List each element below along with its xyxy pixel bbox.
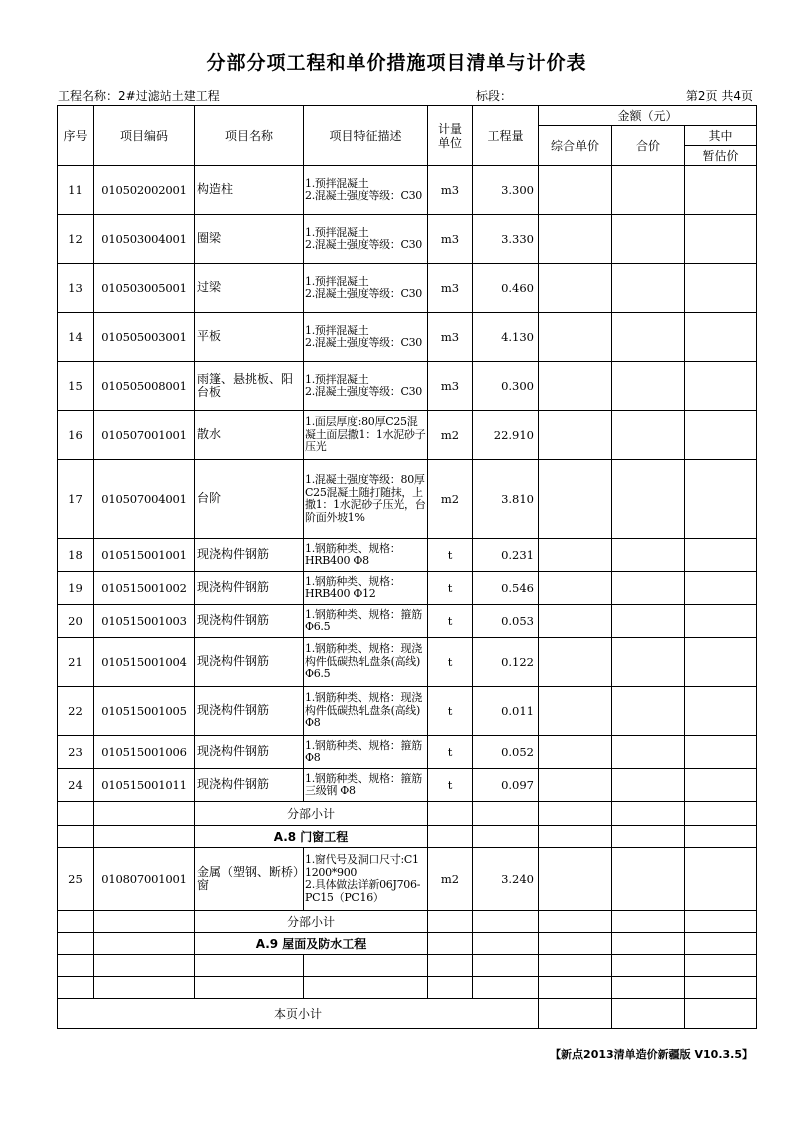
row-unit: m2: [428, 411, 473, 460]
row-unit: m2: [428, 460, 473, 539]
row-unit: t: [428, 769, 473, 802]
row-seq: 18: [58, 539, 94, 572]
amount-cell: [612, 769, 685, 802]
row-seq: 25: [58, 848, 94, 911]
row-name: 现浇构件钢筋: [195, 638, 304, 687]
amount-cell: [539, 362, 612, 411]
row-name: 台阶: [195, 460, 304, 539]
page-number: 第2页 共4页: [685, 89, 753, 103]
amount-cell: [539, 313, 612, 362]
row-name: 构造柱: [195, 166, 304, 215]
row-unit: m3: [428, 362, 473, 411]
row-seq: 21: [58, 638, 94, 687]
amount-cell: [685, 605, 757, 638]
row-seq: 23: [58, 736, 94, 769]
row-desc: 1.预拌混凝土 2.混凝土强度等级：C30: [304, 166, 428, 215]
row-code: 010515001005: [94, 687, 195, 736]
row-unit: t: [428, 736, 473, 769]
row-qty: 0.300: [473, 362, 539, 411]
row-qty: 4.130: [473, 313, 539, 362]
row-seq: 13: [58, 264, 94, 313]
table-row: [58, 215, 757, 264]
row-qty: 3.300: [473, 166, 539, 215]
row-name: 金属（塑钢、断桥）窗: [195, 848, 304, 911]
amount-cell: [612, 638, 685, 687]
row-code: 010515001004: [94, 638, 195, 687]
row-unit: m3: [428, 215, 473, 264]
amount-cell: [539, 215, 612, 264]
amount-cell: [612, 264, 685, 313]
row-name: 散水: [195, 411, 304, 460]
table-row: [58, 460, 757, 539]
row-code: 010503004001: [94, 215, 195, 264]
row-seq: 20: [58, 605, 94, 638]
row-qty: 0.546: [473, 572, 539, 605]
amount-cell: [685, 539, 757, 572]
row-unit: m3: [428, 264, 473, 313]
row-desc: 1.预拌混凝土 2.混凝土强度等级：C30: [304, 215, 428, 264]
table-row: [58, 848, 757, 911]
page-subtotal-row: [58, 999, 757, 1029]
amount-cell: [539, 638, 612, 687]
row-unit: m2: [428, 848, 473, 911]
row-code: 010515001002: [94, 572, 195, 605]
row-unit: t: [428, 605, 473, 638]
empty-row: [58, 977, 757, 999]
amount-cell: [685, 687, 757, 736]
amount-cell: [612, 313, 685, 362]
row-name: 现浇构件钢筋: [195, 736, 304, 769]
row-code: 010515001006: [94, 736, 195, 769]
amount-cell: [612, 605, 685, 638]
amount-cell: [539, 539, 612, 572]
subtotal-row: [58, 802, 757, 826]
header-of-which: 其中: [685, 126, 757, 146]
table-row: [58, 166, 757, 215]
table-row: [58, 736, 757, 769]
row-code: 010505008001: [94, 362, 195, 411]
row-name: 现浇构件钢筋: [195, 539, 304, 572]
row-desc: 1.钢筋种类、规格：箍筋 三级钢 Φ8: [304, 769, 428, 802]
amount-cell: [612, 362, 685, 411]
amount-cell: [539, 736, 612, 769]
empty-row: [58, 955, 757, 977]
amount-cell: [685, 411, 757, 460]
row-qty: 3.810: [473, 460, 539, 539]
table-row: [58, 264, 757, 313]
row-desc: 1.窗代号及洞口尺寸:C1 1200*900 2.具体做法详新06J706-PC15（PC16）: [304, 848, 428, 911]
amount-cell: [612, 572, 685, 605]
row-seq: 12: [58, 215, 94, 264]
amount-cell: [685, 736, 757, 769]
row-qty: 0.052: [473, 736, 539, 769]
row-qty: 3.240: [473, 848, 539, 911]
row-desc: 1.钢筋种类、规格：箍筋 Φ8: [304, 736, 428, 769]
header-code: 项目编码: [94, 106, 195, 166]
section-label: 标段：: [476, 89, 513, 103]
amount-cell: [539, 411, 612, 460]
row-code: 010515001001: [94, 539, 195, 572]
row-seq: 17: [58, 460, 94, 539]
row-name: 现浇构件钢筋: [195, 572, 304, 605]
amount-cell: [685, 769, 757, 802]
amount-cell: [685, 572, 757, 605]
row-qty: 0.231: [473, 539, 539, 572]
row-qty: 0.011: [473, 687, 539, 736]
row-name: 现浇构件钢筋: [195, 769, 304, 802]
table-row: [58, 313, 757, 362]
row-name: 现浇构件钢筋: [195, 687, 304, 736]
row-qty: 3.330: [473, 215, 539, 264]
subtotal-label: 分部小计: [195, 802, 428, 826]
amount-cell: [539, 572, 612, 605]
row-code: 010505003001: [94, 313, 195, 362]
row-seq: 19: [58, 572, 94, 605]
row-desc: 1.预拌混凝土 2.混凝土强度等级：C30: [304, 264, 428, 313]
amount-cell: [685, 638, 757, 687]
row-seq: 22: [58, 687, 94, 736]
row-seq: 24: [58, 769, 94, 802]
row-name: 平板: [195, 313, 304, 362]
subtotal-label: 分部小计: [195, 911, 428, 933]
section-row: [58, 933, 757, 955]
amount-cell: [612, 166, 685, 215]
table-row: [58, 411, 757, 460]
row-desc: 1.预拌混凝土 2.混凝土强度等级：C30: [304, 313, 428, 362]
amount-cell: [612, 736, 685, 769]
row-unit: t: [428, 539, 473, 572]
row-desc: 1.面层厚度:80厚C25混凝土面层撒1：1水泥砂子压光: [304, 411, 428, 460]
amount-cell: [612, 460, 685, 539]
amount-cell: [612, 539, 685, 572]
project-name: 工程名称：2#过滤站土建工程: [58, 89, 220, 103]
table-tail: [58, 802, 757, 1029]
row-desc: 1.钢筋种类、规格：现浇构件低碳热轧盘条(高线) Φ6.5: [304, 638, 428, 687]
row-code: 010515001011: [94, 769, 195, 802]
row-unit: m3: [428, 166, 473, 215]
header-unit: 计量 单位: [428, 106, 473, 166]
row-qty: 22.910: [473, 411, 539, 460]
amount-cell: [539, 687, 612, 736]
row-qty: 0.460: [473, 264, 539, 313]
section-title-a8: A.8 门窗工程: [195, 826, 428, 848]
amount-cell: [539, 264, 612, 313]
row-qty: 0.053: [473, 605, 539, 638]
page-title: 分部分项工程和单价措施项目清单与计价表: [206, 52, 587, 74]
table-body: [58, 166, 757, 802]
row-desc: 1.钢筋种类、规格：箍筋 Φ6.5: [304, 605, 428, 638]
row-seq: 14: [58, 313, 94, 362]
page-subtotal-label: 本页小计: [58, 999, 539, 1029]
row-desc: 1.混凝土强度等级：80厚C25混凝土随打随抹，上撒1：1水泥砂子压光，台阶面外坡1%: [304, 460, 428, 539]
row-unit: t: [428, 687, 473, 736]
row-seq: 16: [58, 411, 94, 460]
row-code: 010807001001: [94, 848, 195, 911]
subtotal-row: [58, 911, 757, 933]
amount-cell: [685, 362, 757, 411]
table-row: [58, 572, 757, 605]
row-code: 010515001003: [94, 605, 195, 638]
row-qty: 0.097: [473, 769, 539, 802]
software-footer: 【新点2013清单造价新疆版 V10.3.5】: [550, 1048, 753, 1061]
header-provisional: 暂估价: [685, 146, 757, 166]
amount-cell: [685, 460, 757, 539]
table-row: [58, 539, 757, 572]
amount-cell: [612, 411, 685, 460]
amount-cell: [539, 769, 612, 802]
amount-cell: [685, 313, 757, 362]
amount-cell: [612, 687, 685, 736]
amount-cell: [685, 166, 757, 215]
table-row: [58, 769, 757, 802]
section-title-a9: A.9 屋面及防水工程: [195, 933, 428, 955]
header-unit-price: 综合单价: [539, 126, 612, 166]
row-name: 现浇构件钢筋: [195, 605, 304, 638]
row-desc: 1.预拌混凝土 2.混凝土强度等级：C30: [304, 362, 428, 411]
row-code: 010502002001: [94, 166, 195, 215]
row-name: 圈梁: [195, 215, 304, 264]
bill-table: [57, 105, 757, 1029]
header-desc: 项目特征描述: [304, 106, 428, 166]
section-row: [58, 826, 757, 848]
header-total: 合价: [612, 126, 685, 166]
table-row: [58, 687, 757, 736]
table-row: [58, 362, 757, 411]
row-code: 010507001001: [94, 411, 195, 460]
row-name: 雨篷、悬挑板、阳台板: [195, 362, 304, 411]
row-unit: t: [428, 638, 473, 687]
amount-cell: [685, 264, 757, 313]
header-qty: 工程量: [473, 106, 539, 166]
row-desc: 1.钢筋种类、规格：现浇构件低碳热轧盘条(高线) Φ8: [304, 687, 428, 736]
header-seq: 序号: [58, 106, 94, 166]
header-name: 项目名称: [195, 106, 304, 166]
amount-cell: [539, 166, 612, 215]
row-code: 010507004001: [94, 460, 195, 539]
amount-cell: [612, 215, 685, 264]
header-amount: 金额（元）: [539, 106, 757, 126]
table-row: [58, 638, 757, 687]
table-row: [58, 605, 757, 638]
row-code: 010503005001: [94, 264, 195, 313]
row-desc: 1.钢筋种类、规格：HRB400 Φ8: [304, 539, 428, 572]
row-desc: 1.钢筋种类、规格：HRB400 Φ12: [304, 572, 428, 605]
row-name: 过梁: [195, 264, 304, 313]
amount-cell: [539, 460, 612, 539]
row-seq: 11: [58, 166, 94, 215]
amount-cell: [685, 215, 757, 264]
row-qty: 0.122: [473, 638, 539, 687]
row-unit: t: [428, 572, 473, 605]
row-seq: 15: [58, 362, 94, 411]
amount-cell: [539, 605, 612, 638]
row-unit: m3: [428, 313, 473, 362]
